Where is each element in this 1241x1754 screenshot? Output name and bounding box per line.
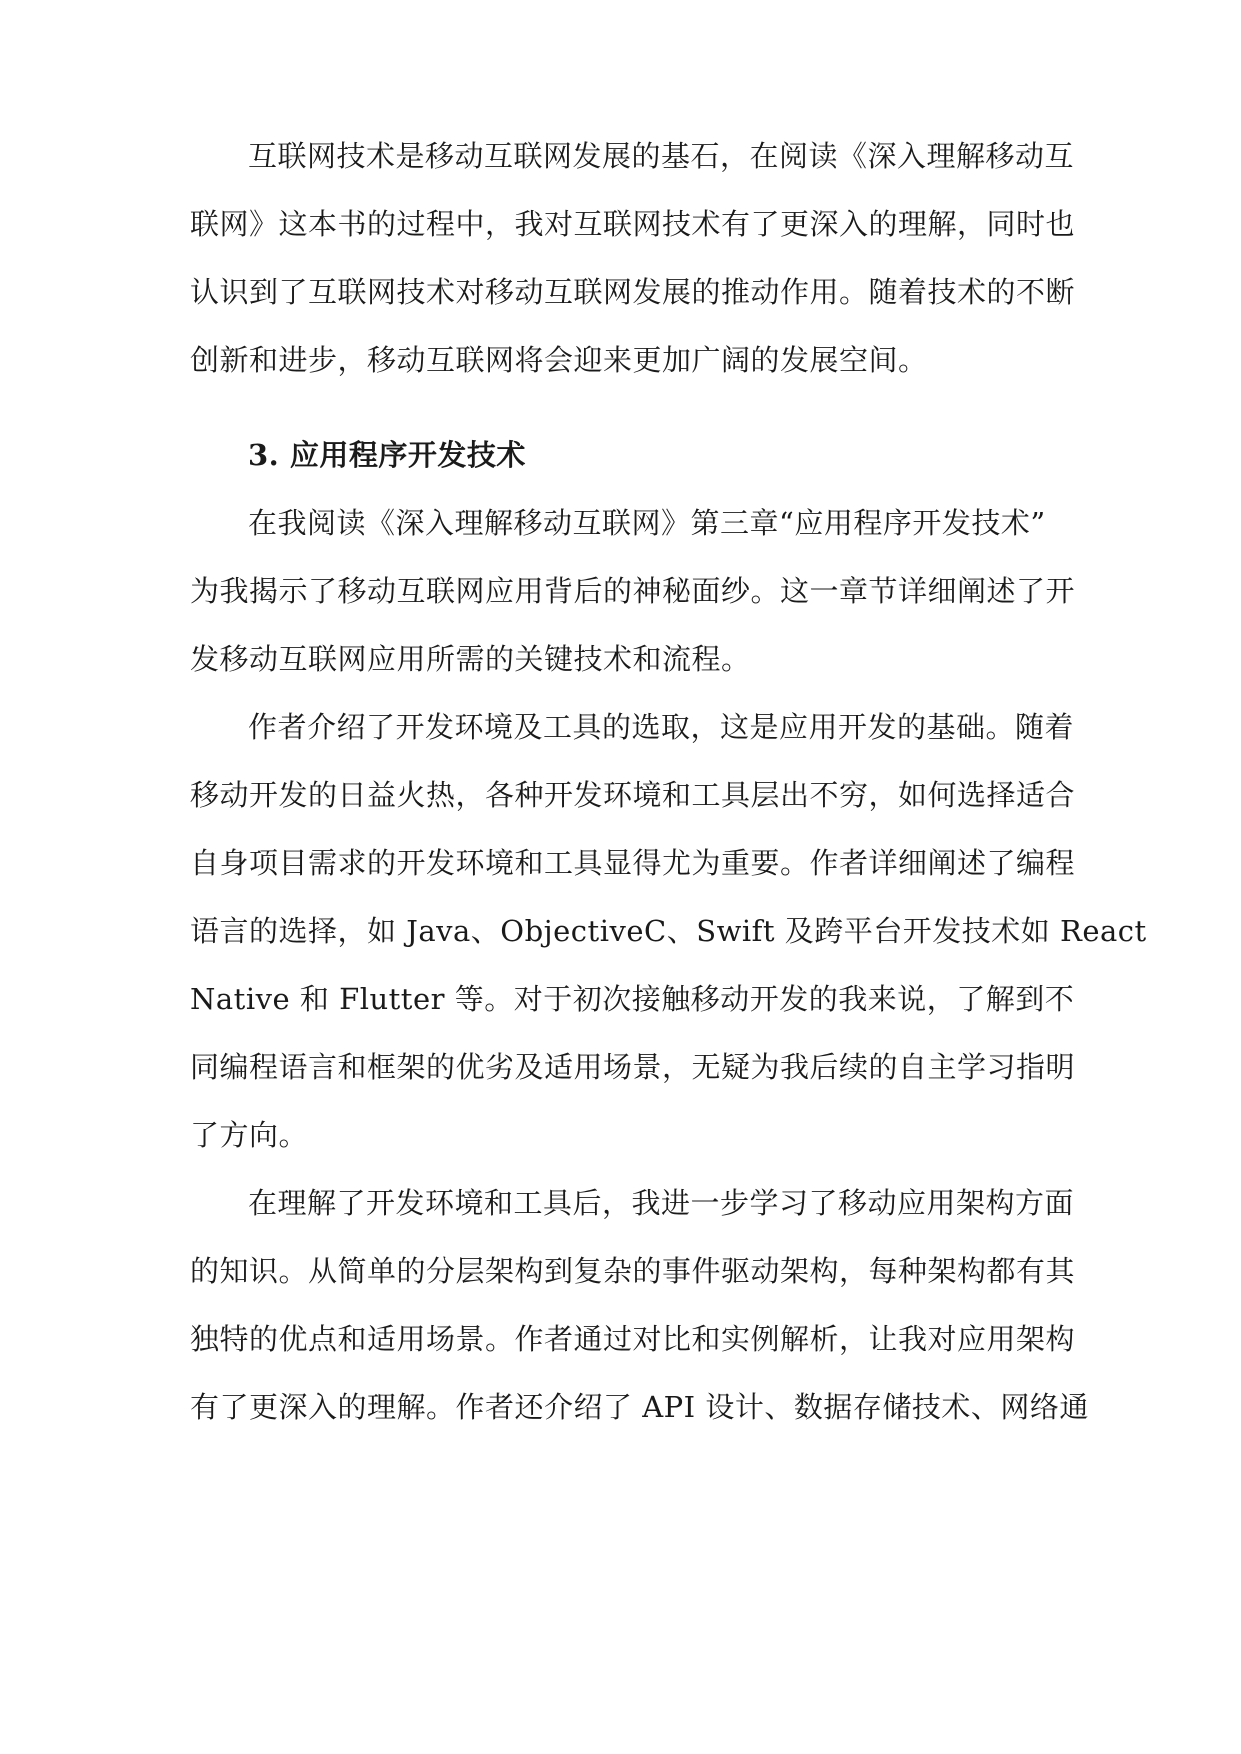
paragraph-3-line: 同编程语言和框架的优劣及适用场景，无疑为我后续的自主学习指明 bbox=[190, 1050, 1076, 1084]
paragraph-4-line: 在理解了开发环境和工具后，我进一步学习了移动应用架构方面 bbox=[248, 1186, 1075, 1220]
paragraph-3-line: 自身项目需求的开发环境和工具显得尤为重要。作者详细阐述了编程 bbox=[190, 846, 1076, 880]
paragraph-2-line: 发移动互联网应用所需的关键技术和流程。 bbox=[190, 642, 751, 676]
section-heading: 3. 应用程序开发技术 bbox=[248, 438, 526, 472]
paragraph-1-line: 认识到了互联网技术对移动互联网发展的推动作用。随着技术的不断 bbox=[190, 275, 1076, 309]
paragraph-2-line: 在我阅读《深入理解移动互联网》第三章“应用程序开发技术” bbox=[248, 506, 1046, 540]
paragraph-1-line: 创新和进步，移动互联网将会迎来更加广阔的发展空间。 bbox=[190, 343, 928, 377]
paragraph-3-line: 了方向。 bbox=[190, 1118, 309, 1152]
paragraph-4-line: 独特的优点和适用场景。作者通过对比和实例解析，让我对应用架构 bbox=[190, 1322, 1076, 1356]
paragraph-2-line: 为我揭示了移动互联网应用背后的神秘面纱。这一章节详细阐述了开 bbox=[190, 574, 1076, 608]
paragraph-3-line: Native 和 Flutter 等。对于初次接触移动开发的我来说，了解到不 bbox=[190, 982, 1075, 1016]
paragraph-1-line: 联网》这本书的过程中，我对互联网技术有了更深入的理解，同时也 bbox=[190, 207, 1076, 241]
paragraph-4-line: 有了更深入的理解。作者还介绍了 API 设计、数据存储技术、网络通 bbox=[190, 1390, 1089, 1424]
paragraph-4-line: 的知识。从简单的分层架构到复杂的事件驱动架构，每种架构都有其 bbox=[190, 1254, 1076, 1288]
paragraph-3-line: 语言的选择，如 Java、ObjectiveC、Swift 及跨平台开发技术如 React bbox=[190, 914, 1147, 948]
paragraph-3-line: 移动开发的日益火热，各种开发环境和工具层出不穷，如何选择适合 bbox=[190, 778, 1076, 812]
paragraph-1-line: 互联网技术是移动互联网发展的基石，在阅读《深入理解移动互 bbox=[248, 139, 1075, 173]
paragraph-3-line: 作者介绍了开发环境及工具的选取，这是应用开发的基础。随着 bbox=[248, 710, 1075, 744]
